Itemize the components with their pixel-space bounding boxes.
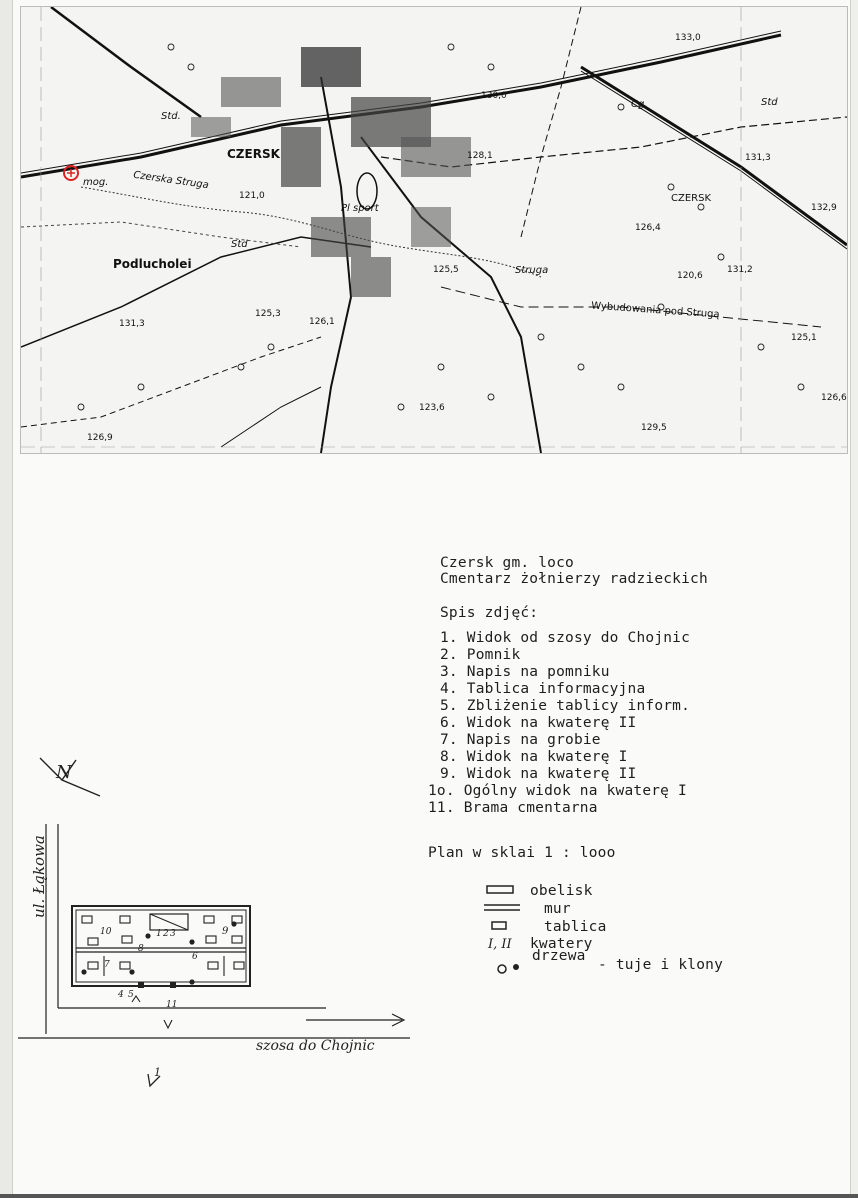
- photo-list-item: 7. Napis na grobie: [440, 732, 601, 748]
- map-elevation: 129,5: [641, 423, 667, 433]
- sketch-number: 7: [104, 960, 110, 970]
- map-label-pl-sport: Pl sport: [341, 203, 379, 214]
- map-elevation: 131,3: [745, 153, 771, 163]
- sketch-number: 5: [128, 990, 134, 1000]
- sketch-number: 11: [166, 1000, 178, 1010]
- photo-list-item: 1o. Ogólny widok na kwaterę I: [428, 783, 687, 799]
- map-label-wybudowania: Wybudowania pod Strugą: [590, 300, 720, 321]
- photo-point-label: 1: [154, 1066, 161, 1079]
- photo-list-item: 6. Widok na kwaterę II: [440, 715, 637, 731]
- obelisk-symbol: [486, 884, 516, 896]
- wall-symbol: [482, 902, 522, 914]
- map-elevation: 125,3: [255, 309, 281, 319]
- sketch-number: 1: [156, 929, 162, 939]
- page-bottom-edge: [0, 1194, 858, 1198]
- photo-list-item: 11. Brama cmentarna: [428, 800, 598, 816]
- legend-kwatery: kwatery: [530, 936, 593, 952]
- plan-title: Plan w sklai 1 : looo: [428, 845, 616, 861]
- map-elevation: 121,0: [239, 191, 265, 201]
- page-right-edge: [850, 0, 858, 1198]
- photo-list-item: 9. Widok na kwaterę II: [440, 766, 637, 782]
- legend-tuje-klony: - tuje i klony: [598, 957, 724, 973]
- photo-list-item: 5. Zbliżenie tablicy inform.: [440, 698, 691, 714]
- legend-obelisk: obelisk: [530, 883, 593, 899]
- legend-drzewa: drzewa: [532, 948, 586, 964]
- map-elevation: 125,1: [791, 333, 817, 343]
- map-label-czersk-small: CZERSK: [671, 193, 712, 204]
- map-elevation: 120,6: [677, 271, 703, 281]
- header-line-2: Cmentarz żołnierzy radzieckich: [440, 571, 708, 587]
- map-label-struga: Struga: [515, 265, 549, 276]
- photo-list-item: 3. Napis na pomniku: [440, 664, 610, 680]
- map-elevation: 126,6: [821, 393, 847, 403]
- page-left-edge: [0, 0, 13, 1198]
- map-elevation: 126,9: [87, 433, 113, 443]
- photo-list-item: 1. Widok od szosy do Chojnic: [440, 630, 691, 646]
- map-elevation: 126,4: [635, 223, 661, 233]
- street-label: ul. Łąkowa: [30, 835, 48, 918]
- sketch-number: 8: [138, 944, 144, 954]
- map-label-std-3: Std: [761, 97, 778, 108]
- map-elevation: 130,0: [481, 91, 507, 101]
- map-label-czersk: CZERSK: [227, 147, 280, 161]
- map-label-czerska-struga: Czerska Struga: [132, 169, 210, 192]
- photo-list-item: 2. Pomnik: [440, 647, 521, 663]
- map-drawing: [21, 7, 847, 453]
- topographic-map: [20, 6, 848, 454]
- map-elevation: 131,2: [727, 265, 753, 275]
- sketch-number: 3: [170, 929, 176, 939]
- photo-list-item: 8. Widok na kwaterę I: [440, 749, 628, 765]
- sketch-number: 10: [100, 927, 112, 937]
- sketch-number: 4: [118, 990, 124, 1000]
- sketch-number: 6: [192, 952, 198, 962]
- map-elevation: 128,1: [467, 151, 493, 161]
- quarters-symbol: I, II: [488, 937, 512, 952]
- map-elevation: 131,3: [119, 319, 145, 329]
- map-label-cg: Cg.: [631, 99, 648, 110]
- header-line-1: Czersk gm. loco: [440, 555, 574, 571]
- trees-symbol: [496, 962, 526, 976]
- map-label-std-1: Std.: [161, 111, 181, 122]
- legend-mur: mur: [544, 901, 571, 917]
- road-label: szosa do Chojnic: [256, 1038, 375, 1054]
- map-label-podlucholei: Podlucholei: [113, 257, 192, 271]
- map-elevation: 132,9: [811, 203, 837, 213]
- plaque-symbol: [490, 920, 510, 932]
- north-mark: N: [56, 762, 72, 783]
- sketch-number: 2: [163, 929, 169, 939]
- map-label-mog: mog.: [83, 177, 109, 188]
- legend-tablica: tablica: [544, 919, 607, 935]
- map-elevation: 133,0: [675, 33, 701, 43]
- map-label-std-2: Std: [231, 239, 248, 250]
- map-elevation: 126,1: [309, 317, 335, 327]
- photos-heading: Spis zdjęć:: [440, 605, 539, 621]
- sketch-number: 9: [222, 926, 229, 937]
- map-elevation: 123,6: [419, 403, 445, 413]
- map-elevation: 125,5: [433, 265, 459, 275]
- photo-list-item: 4. Tablica informacyjna: [440, 681, 646, 697]
